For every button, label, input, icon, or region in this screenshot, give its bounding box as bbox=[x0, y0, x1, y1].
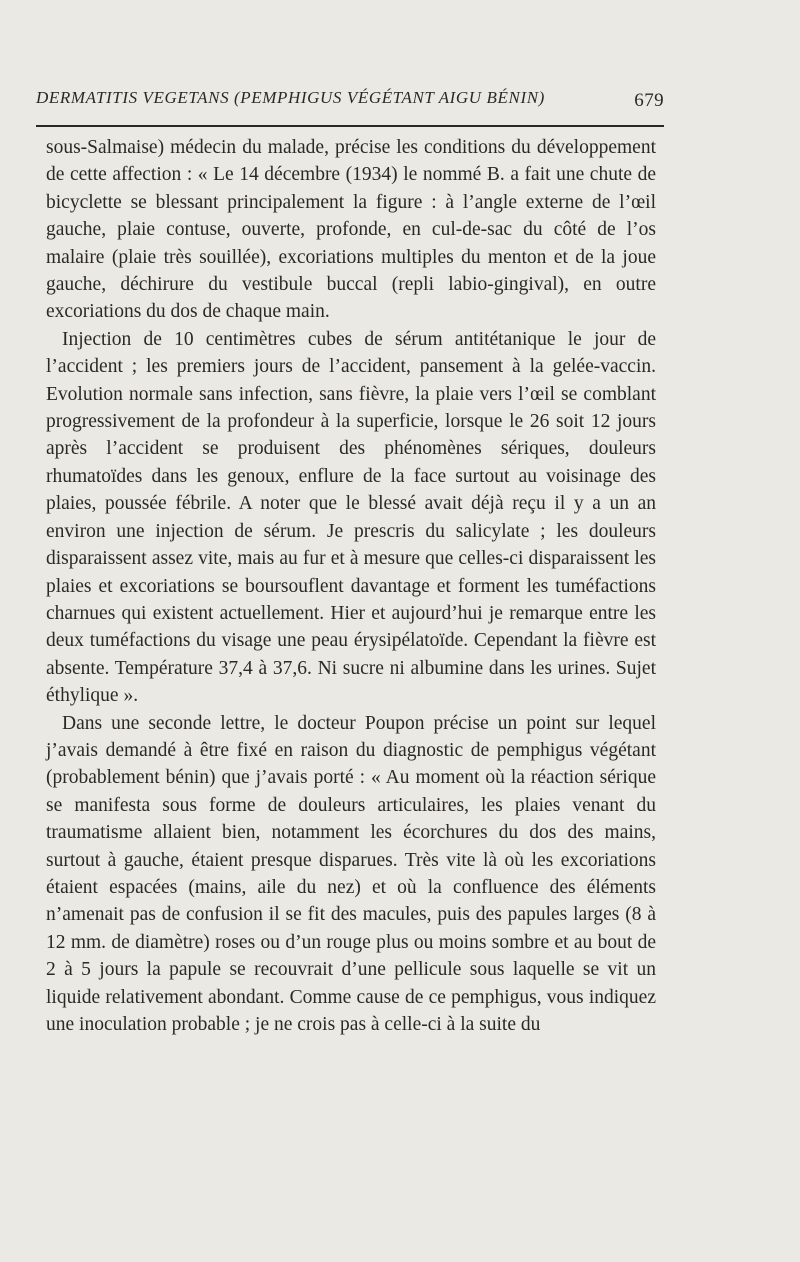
running-title: DERMATITIS VEGETANS (PEMPHIGUS VÉGÉTANT AIGU BÉNIN) bbox=[36, 88, 545, 107]
paragraph-second-letter: Dans une seconde lettre, le docteur Poupon précise un point sur lequel j’avais demandé à être fixé en raison du diagnostic de pemphigus végétant (probablement bénin) que j’avais porté : « Au moment où la réaction sérique se manifesta sous forme de douleurs articulaires, les plaies venant du traumatisme allaient bien, notamment les écorchures du dos des mains, surtout à gauche, étaient presque disparues. Très vite là où les excoriations étaient espacées (mains, aile du nez) et où la confluence des éléments n’amenait pas de confusion il se fit des macules, puis des papules larges (8 à 12 mm. de diamètre) roses ou d’un rouge plus ou moins sombre et au bout de 2 à 5 jours la papule se recouvrait d’une pellicule sous laquelle se vit un liquide relativement abondant. Comme cause de ce pemphigus, vous indiquez une inoculation probable ; je ne crois pas à celle-ci à la suite du bbox=[46, 712, 656, 1035]
header-rule bbox=[36, 125, 664, 127]
paragraph-injection: Injection de 10 centimètres cubes de sérum antitétanique le jour de l’accident ; les premiers jours de l’accident, pansement à la gelée-vaccin. Evolution normale sans infection, sans fièvre, la plaie vers l’œil se comblant progressivement de la profondeur à la superficie, lorsque le 26 soit 12 jours après l’accident se produisent des phénomènes sériques, douleurs rhumatoïdes dans les genoux, enflure de la face surtout au voisinage des plaies, poussée fébrile. A noter que le blessé avait déjà reçu il y a un an environ une injection de sérum. Je prescris du salicylate ; les douleurs disparaissent assez vite, mais au fur et à mesure que celles-ci disparaissent les plaies et excoriations se boursouflent davantage et forment les tuméfactions charnues qui existent actuellement. Hier et aujourd’hui je remarque entre les deux tuméfactions du visage une peau érysipélatoïde. Cependant la fièvre est absente. Température 37,4 à 37,6. Ni sucre ni albumine dans les urines. Sujet éthylique ». bbox=[46, 328, 656, 707]
running-head bbox=[36, 84, 664, 120]
body-text bbox=[46, 134, 656, 1038]
page-number: 679 bbox=[634, 90, 664, 111]
paragraph-continuation: sous-Salmaise) médecin du malade, précise les conditions du développement de cette affection : « Le 14 décembre (1934) le nommé B. a fait une chute de bicyclette se blessant principalement la figure : à l’angle externe de l’œil gauche, plaie contuse, ouverte, profonde, en cul-de-sac du côté de l’os malaire (plaie très souillée), excoriations multiples du menton et de la joue gauche, déchirure du vestibule buccal (repli labio-gingival), en outre excoriations du dos de chaque main. bbox=[46, 137, 656, 323]
